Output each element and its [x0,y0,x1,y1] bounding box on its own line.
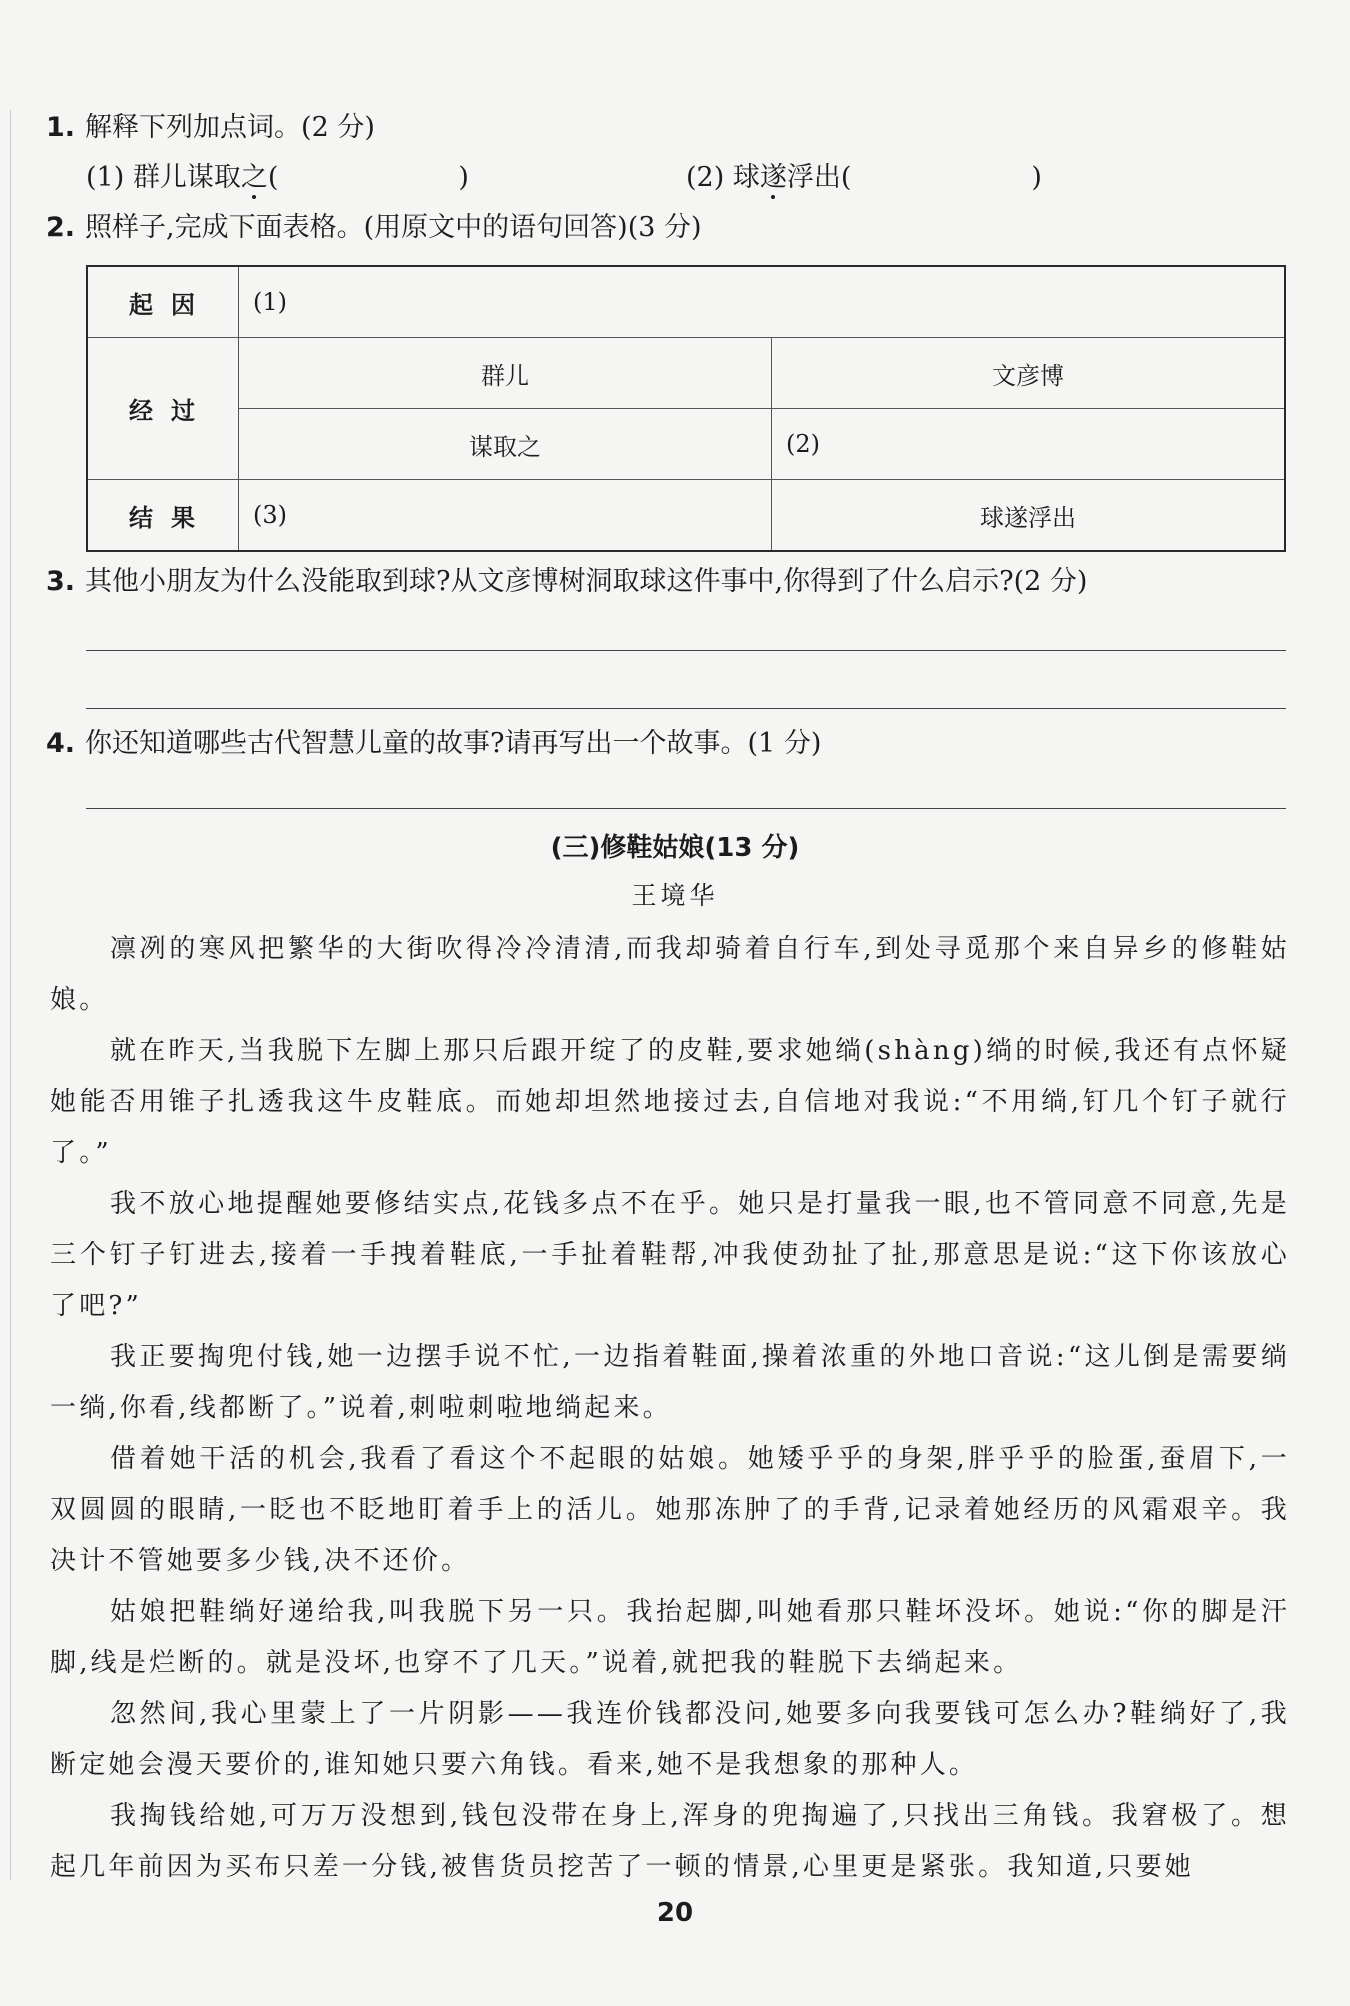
page-number: 20 [656,1898,694,1928]
story-paragraph: 我掏钱给她,可万万没想到,钱包没带在身上,浑身的兜掏遍了,只找出三角钱。我窘极了。想起几年前因为买布只差一分钱,被售货员挖苦了一顿的情景,心里更是紧张。我知道,只要她 [50,1801,1290,1882]
question-4 [46,724,821,764]
story-paragraph: 我正要掏兜付钱,她一边摆手说不忙,一边指着鞋面,操着浓重的外地口音说:“这儿倒是需要绱一绱,你看,线都断了。”说着,刺啦刺啦地绱起来。 [50,1342,1290,1423]
dotted-character: 之 [240,162,268,193]
answer-line[interactable] [86,650,1286,651]
question-text: 你还知道哪些古代智慧儿童的故事?请再写出一个故事。(1 分) [85,728,822,759]
close-paren: ) [458,162,469,193]
sub-prefix: (1) 群儿谋取 [86,162,241,193]
question-number: 1. [46,112,76,143]
column-header-children: 群儿 [239,338,772,409]
row-header-process: 经过 [87,338,239,480]
question-2 [46,208,702,248]
section-title: (三)修鞋姑娘(13 分) [550,833,800,863]
question-3 [46,562,1087,602]
q1-subquestion-2 [686,158,1042,198]
answer-line[interactable] [86,808,1286,809]
wen-yanbo-result-cell: 球遂浮出 [772,480,1286,552]
sub-suffix: 浮出 [786,162,841,193]
story-paragraph: 就在昨天,当我脱下左脚上那只后跟开绽了的皮鞋,要求她绱(shàng)绱的时候,我还有点怀疑她能否用锥子扎透我这牛皮鞋底。而她却坦然地接过去,自信地对我说:“不用绱,钉几个钉子就行了。” [50,1036,1290,1168]
cause-cell[interactable]: (1) [239,266,1286,338]
question-text: 照样子,完成下面表格。(用原文中的语句回答)(3 分) [85,212,702,243]
sub-prefix: (2) 球 [686,162,760,193]
question-1 [46,108,375,148]
column-header-wen-yanbo: 文彦博 [772,338,1286,409]
close-paren: ) [1031,162,1042,193]
row-header-result: 结果 [87,480,239,552]
author-name: 王境华 [631,881,719,910]
dotted-character: 遂 [759,162,787,193]
story-table [86,265,1286,552]
question-text: 其他小朋友为什么没能取到球?从文彦博树洞取球这件事中,你得到了什么启示?(2 分) [85,566,1088,597]
open-paren: ( [267,162,279,193]
q1-subquestion-1 [86,158,469,198]
children-result-cell[interactable]: (3) [239,480,772,552]
answer-line[interactable] [86,708,1286,709]
story-paragraph: 凛冽的寒风把繁华的大街吹得冷冷清清,而我却骑着自行车,到处寻觅那个来自异乡的修鞋姑娘。 [50,934,1290,1015]
open-paren: ( [840,162,852,193]
question-text: 解释下列加点词。(2 分) [85,112,375,143]
story-paragraph: 忽然间,我心里蒙上了一片阴影——我连价钱都没问,她要多向我要钱可怎么办?鞋绱好了,我断定她会漫天要价的,谁知她只要六角钱。看来,她不是我想象的那种人。 [50,1699,1290,1780]
children-action-cell: 谋取之 [239,409,772,480]
story-paragraph: 借着她干活的机会,我看了看这个不起眼的姑娘。她矮乎乎的身架,胖乎乎的脸蛋,蚕眉下,一双圆圆的眼睛,一眨也不眨地盯着手上的活儿。她那冻肿了的手背,记录着她经历的风霜艰辛。我决计不管她要多少钱,决不还价。 [50,1444,1290,1576]
question-number: 3. [46,566,76,597]
margin-rule [10,110,11,1880]
row-header-cause: 起因 [87,266,239,338]
story-paragraph: 姑娘把鞋绱好递给我,叫我脱下另一只。我抬起脚,叫她看那只鞋坏没坏。她说:“你的脚是汗脚,线是烂断的。就是没坏,也穿不了几天。”说着,就把我的鞋脱下去绱起来。 [50,1597,1290,1678]
question-number: 2. [46,212,76,243]
question-number: 4. [46,728,76,759]
story-paragraph: 我不放心地提醒她要修结实点,花钱多点不在乎。她只是打量我一眼,也不管同意不同意,先是三个钉子钉进去,接着一手拽着鞋底,一手扯着鞋帮,冲我使劲扯了扯,那意思是说:“这下你该放心了吧?” [50,1189,1290,1321]
wen-yanbo-action-cell[interactable]: (2) [772,409,1286,480]
